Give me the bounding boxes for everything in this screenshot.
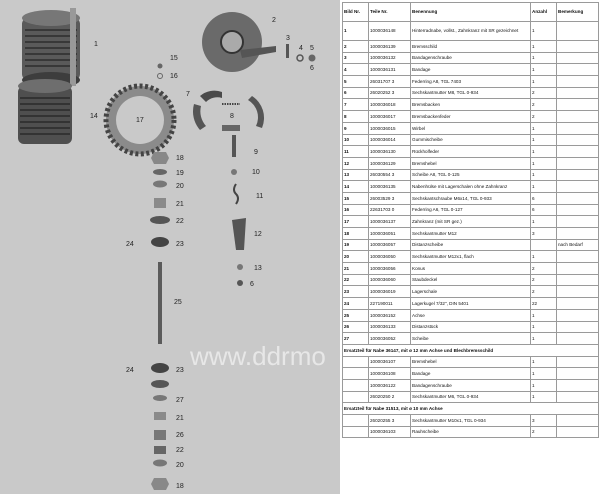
- table-cell-name: Sechskantschraube M6x14, TGL 0-933: [411, 192, 531, 204]
- table-cell-bem: [557, 309, 599, 321]
- callout-label: 8: [230, 113, 234, 120]
- table-cell-anzahl: 1: [531, 41, 557, 53]
- table-cell-anzahl: 1: [531, 22, 557, 41]
- table-cell-anzahl: 1: [531, 146, 557, 158]
- table-cell-anzahl: 22: [531, 298, 557, 310]
- callout-label: 19: [176, 170, 184, 177]
- table-cell-bem: [557, 169, 599, 181]
- table-cell-teil: 1000036019: [369, 286, 411, 298]
- table-cell-bem: [557, 216, 599, 228]
- table-cell-bild: 22: [343, 274, 369, 286]
- table-cell-anzahl: 1: [531, 356, 557, 368]
- hub-complete-part: [22, 8, 80, 88]
- table-cell-anzahl: 1: [531, 333, 557, 345]
- table-cell-bem: [557, 99, 599, 111]
- callout-label: 23: [176, 367, 184, 374]
- table-cell-anzahl: 6: [531, 192, 557, 204]
- table-cell-name: Federring A6, TGL 0-127: [411, 204, 531, 216]
- callout-label: 9: [254, 149, 258, 156]
- table-row: [343, 87, 599, 99]
- table-row: [343, 64, 599, 76]
- table-cell-name: Bandage: [411, 64, 531, 76]
- table-cell-bild: [343, 426, 369, 438]
- table-cell-bild: 24: [343, 298, 369, 310]
- table-cell-bild: 25: [343, 309, 369, 321]
- table-row: [343, 239, 599, 251]
- table-cell-bild: 26: [343, 321, 369, 333]
- table-row: [343, 309, 599, 321]
- callout-label: 24: [126, 367, 134, 374]
- table-cell-teil: 1000036014: [369, 134, 411, 146]
- callout-label: 1: [94, 41, 98, 48]
- table-cell-bem: [557, 181, 599, 193]
- header-benennung: Benennung: [411, 3, 531, 22]
- callout-label: 4: [299, 45, 303, 52]
- table-row: [343, 181, 599, 193]
- table-row: [343, 415, 599, 427]
- table-cell-name: Bandage: [411, 368, 531, 380]
- table-cell-anzahl: 3: [531, 415, 557, 427]
- callout-label: 5: [310, 45, 314, 52]
- table-cell-bem: [557, 52, 599, 64]
- table-cell-bem: [557, 134, 599, 146]
- brake-lever-parts: [231, 135, 246, 286]
- table-cell-name: Sechskantmutter M10x1, TGL 0-934: [411, 415, 531, 427]
- table-cell-anzahl: 1: [531, 52, 557, 64]
- table-cell-bild: 27: [343, 333, 369, 345]
- table-cell-bild: 17: [343, 216, 369, 228]
- table-cell-teil: 1000036017: [369, 111, 411, 123]
- callout-label: 13: [254, 265, 262, 272]
- callout-label: 6: [250, 281, 254, 288]
- table-cell-teil: 1000036135: [369, 181, 411, 193]
- callout-label: 26: [176, 432, 184, 439]
- callout-label: 21: [176, 201, 184, 208]
- table-cell-bild: [343, 415, 369, 427]
- callout-label: 22: [176, 447, 184, 454]
- table-cell-name: Wirbel: [411, 122, 531, 134]
- table-cell-teil: 1000036148: [369, 22, 411, 41]
- callout-label: 24: [126, 241, 134, 248]
- callout-label: 3: [286, 35, 290, 42]
- watermark-text: www.ddrmo: [190, 341, 326, 371]
- table-cell-name: Bandagenschraube: [411, 52, 531, 64]
- section-heading: Ersatzteil für Nabe 36147, mit ø 12 mm Achse und Blechbremsschild: [343, 344, 599, 356]
- table-cell-bem: [557, 157, 599, 169]
- table-cell-name: Sechskantmutter M12x1, flach: [411, 251, 531, 263]
- table-cell-anzahl: 2: [531, 274, 557, 286]
- table-row: [343, 76, 599, 88]
- callout-label: 22: [176, 218, 184, 225]
- table-cell-teil: 26020250 2: [369, 391, 411, 403]
- table-cell-bem: [557, 356, 599, 368]
- table-row: [343, 204, 599, 216]
- table-row: [343, 263, 599, 275]
- table-cell-anzahl: 1: [531, 309, 557, 321]
- table-cell-anzahl: 1: [531, 391, 557, 403]
- table-row: [343, 99, 599, 111]
- table-cell-bem: [557, 391, 599, 403]
- table-cell-bem: [557, 251, 599, 263]
- header-bemerkung: Bemerkung: [557, 3, 599, 22]
- table-row: [343, 286, 599, 298]
- table-cell-anzahl: 1: [531, 76, 557, 88]
- table-row: [343, 228, 599, 240]
- table-cell-name: Lagerschale: [411, 286, 531, 298]
- table-cell-anzahl: 3: [531, 228, 557, 240]
- table-cell-name: Bremsbacken: [411, 99, 531, 111]
- table-cell-teil: 1000036107: [369, 356, 411, 368]
- brake-shoes-part: [193, 91, 264, 131]
- table-cell-bem: [557, 146, 599, 158]
- table-cell-bild: [343, 356, 369, 368]
- table-cell-bem: [557, 87, 599, 99]
- table-cell-teil: 1000036129: [369, 157, 411, 169]
- table-cell-name: Sechskantmutter M12: [411, 228, 531, 240]
- table-cell-teil: 1000036122: [369, 379, 411, 391]
- table-row: [343, 356, 599, 368]
- callout-label: 25: [174, 299, 182, 306]
- table-cell-teil: 1000036052: [369, 333, 411, 345]
- table-row: [343, 41, 599, 53]
- table-cell-bem: [557, 286, 599, 298]
- table-cell-name: Federring A8, TGL 7403: [411, 76, 531, 88]
- table-row: [343, 216, 599, 228]
- callout-label: 18: [176, 155, 184, 162]
- table-cell-bem: [557, 263, 599, 275]
- table-cell-bild: 4: [343, 64, 369, 76]
- table-cell-teil: 1000036132: [369, 52, 411, 64]
- table-cell-anzahl: 1: [531, 251, 557, 263]
- table-cell-name: Sechskantmutter M6, TGL 0-934: [411, 391, 531, 403]
- table-cell-bem: [557, 415, 599, 427]
- table-cell-anzahl: 1: [531, 64, 557, 76]
- table-row: [343, 298, 599, 310]
- table-row: [343, 146, 599, 158]
- table-row: [343, 368, 599, 380]
- table-cell-bem: [557, 122, 599, 134]
- table-cell-teil: 1000036057: [369, 239, 411, 251]
- header-teile-nr: Teile Nr.: [369, 3, 411, 22]
- section-heading-row: [343, 403, 599, 415]
- table-cell-bild: 7: [343, 99, 369, 111]
- table-cell-teil: 26020252 3: [369, 87, 411, 99]
- table-cell-bild: 6: [343, 87, 369, 99]
- table-cell-bem: [557, 76, 599, 88]
- section-heading: Ersatzteil für Nabe 31513, mit ø 10 mm Achse: [343, 403, 599, 415]
- table-cell-name: Bremsschild: [411, 41, 531, 53]
- parts-table-body: [343, 22, 599, 438]
- table-cell-bem: nach Bedarf: [557, 239, 599, 251]
- table-cell-anzahl: 1: [531, 216, 557, 228]
- table-cell-teil: 1000036103: [369, 426, 411, 438]
- table-cell-bem: [557, 204, 599, 216]
- callout-label: 27: [176, 397, 184, 404]
- table-cell-bem: [557, 426, 599, 438]
- callout-label: 18: [176, 483, 184, 490]
- table-cell-anzahl: 2: [531, 286, 557, 298]
- table-cell-bild: 8: [343, 111, 369, 123]
- table-cell-anzahl: 6: [531, 204, 557, 216]
- table-cell-bild: 11: [343, 146, 369, 158]
- table-cell-bild: 14: [343, 181, 369, 193]
- callout-label: 17: [136, 117, 144, 124]
- table-row: [343, 333, 599, 345]
- table-row: [343, 111, 599, 123]
- table-cell-anzahl: 1: [531, 169, 557, 181]
- table-cell-bild: [343, 379, 369, 391]
- table-row: [343, 391, 599, 403]
- table-cell-teil: 26020255 3: [369, 415, 411, 427]
- table-cell-name: Scheibe: [411, 333, 531, 345]
- table-cell-teil: 26031707 3: [369, 76, 411, 88]
- table-cell-bild: [343, 368, 369, 380]
- table-cell-anzahl: 1: [531, 122, 557, 134]
- table-cell-anzahl: 2: [531, 111, 557, 123]
- table-cell-name: Bandagenschraube: [411, 379, 531, 391]
- table-cell-name: Lagerkugel 7/32", DIN 5401: [411, 298, 531, 310]
- table-cell-bem: [557, 298, 599, 310]
- table-row: [343, 169, 599, 181]
- table-cell-anzahl: 1: [531, 368, 557, 380]
- callout-label: 16: [170, 73, 178, 80]
- table-cell-bem: [557, 379, 599, 391]
- table-cell-name: Konus: [411, 263, 531, 275]
- table-cell-bild: 16: [343, 204, 369, 216]
- table-cell-bild: 12: [343, 157, 369, 169]
- table-row: [343, 52, 599, 64]
- table-cell-teil: 1000036152: [369, 309, 411, 321]
- table-row: [343, 321, 599, 333]
- table-cell-bem: [557, 368, 599, 380]
- callout-label: 21: [176, 415, 184, 422]
- table-cell-teil: 1000036130: [369, 146, 411, 158]
- table-cell-bem: [557, 41, 599, 53]
- table-cell-anzahl: 2: [531, 99, 557, 111]
- callout-label: 15: [170, 55, 178, 62]
- table-cell-bild: 5: [343, 76, 369, 88]
- table-row: [343, 22, 599, 41]
- table-cell-anzahl: 2: [531, 426, 557, 438]
- table-header-row: [343, 3, 599, 22]
- table-cell-bild: 9: [343, 122, 369, 134]
- callout-label: 20: [176, 462, 184, 469]
- table-cell-anzahl: 1: [531, 181, 557, 193]
- parts-list-table: [342, 2, 599, 438]
- table-cell-teil: 1000036060: [369, 274, 411, 286]
- table-cell-teil: 1000036131: [369, 64, 411, 76]
- table-cell-teil: 1000036108: [369, 368, 411, 380]
- table-cell-anzahl: 2: [531, 87, 557, 99]
- table-cell-bild: 18: [343, 228, 369, 240]
- brake-plate-part: [202, 12, 276, 72]
- table-cell-bem: [557, 192, 599, 204]
- section-heading-row: [343, 344, 599, 356]
- table-cell-name: Distanzscheibe: [411, 239, 531, 251]
- table-cell-name: Achse: [411, 309, 531, 321]
- table-cell-teil: 1000036133: [369, 321, 411, 333]
- table-cell-bem: [557, 111, 599, 123]
- callout-label: 2: [272, 17, 276, 24]
- table-cell-teil: 1000036050: [369, 251, 411, 263]
- table-cell-bild: 3: [343, 52, 369, 64]
- table-cell-bem: [557, 333, 599, 345]
- table-cell-bild: 10: [343, 134, 369, 146]
- table-cell-bem: [557, 22, 599, 41]
- callout-label: 7: [186, 91, 190, 98]
- table-cell-anzahl: 1: [531, 157, 557, 169]
- table-cell-teil: 1000036051: [369, 228, 411, 240]
- table-cell-bild: 1: [343, 22, 369, 41]
- callout-label: 23: [176, 241, 184, 248]
- table-cell-teil: 1000036015: [369, 122, 411, 134]
- callout-label: 6: [310, 65, 314, 72]
- hub-shell-part: [18, 79, 72, 144]
- table-cell-name: Hinterradnabe, vollst., Zahnkranz mit SR gezeichnet: [411, 22, 531, 41]
- table-cell-anzahl: 1: [531, 379, 557, 391]
- table-cell-bem: [557, 64, 599, 76]
- table-cell-name: Rückholfeder: [411, 146, 531, 158]
- table-cell-teil: 26003529 3: [369, 192, 411, 204]
- table-cell-bild: 21: [343, 263, 369, 275]
- header-bild-nr: Bild Nr.: [343, 3, 369, 22]
- callout-label: 10: [252, 169, 260, 176]
- table-cell-teil: 1000036137: [369, 216, 411, 228]
- table-cell-name: Distanzstück: [411, 321, 531, 333]
- callout-label: 12: [254, 231, 262, 238]
- table-cell-name: Bremshebel: [411, 356, 531, 368]
- table-cell-teil: 1000036056: [369, 263, 411, 275]
- table-cell-bild: 20: [343, 251, 369, 263]
- table-cell-bem: [557, 274, 599, 286]
- table-cell-name: Zahnkranz (mit SR gez.): [411, 216, 531, 228]
- table-row: [343, 192, 599, 204]
- table-cell-name: Bremshebel: [411, 157, 531, 169]
- table-cell-bild: 13: [343, 169, 369, 181]
- table-cell-anzahl: 2: [531, 263, 557, 275]
- table-row: [343, 426, 599, 438]
- table-cell-teil: 26030554 3: [369, 169, 411, 181]
- callout-label: 20: [176, 183, 184, 190]
- table-row: [343, 157, 599, 169]
- table-row: [343, 274, 599, 286]
- table-cell-name: Rauhscheibe: [411, 426, 531, 438]
- table-cell-anzahl: 1: [531, 134, 557, 146]
- table-cell-bild: 2: [343, 41, 369, 53]
- table-cell-anzahl: [531, 239, 557, 251]
- table-cell-bild: 23: [343, 286, 369, 298]
- table-cell-teil: 1000036018: [369, 99, 411, 111]
- header-anzahl: Anzahl: [531, 3, 557, 22]
- table-cell-bild: [343, 391, 369, 403]
- table-row: [343, 122, 599, 134]
- table-cell-bem: [557, 321, 599, 333]
- table-row: [343, 379, 599, 391]
- table-cell-anzahl: 1: [531, 321, 557, 333]
- table-cell-bild: 15: [343, 192, 369, 204]
- table-cell-name: Nabenhülse mit Lagerschalen ohne Zahnkranz: [411, 181, 531, 193]
- table-cell-name: Scheibe A8, TGL 0-125: [411, 169, 531, 181]
- table-cell-teil: 227190011: [369, 298, 411, 310]
- table-cell-name: Gummischeibe: [411, 134, 531, 146]
- callout-label: 11: [256, 193, 264, 200]
- table-row: [343, 134, 599, 146]
- callout-label: 14: [90, 113, 98, 120]
- table-row: [343, 251, 599, 263]
- table-cell-bem: [557, 228, 599, 240]
- table-cell-bild: 19: [343, 239, 369, 251]
- table-cell-name: Staubdeckel: [411, 274, 531, 286]
- table-cell-name: Bremsbackenfeder: [411, 111, 531, 123]
- table-cell-teil: 22631703 0: [369, 204, 411, 216]
- table-cell-teil: 1000036139: [369, 41, 411, 53]
- table-cell-name: Sechskantmutter M8, TGL 0-934: [411, 87, 531, 99]
